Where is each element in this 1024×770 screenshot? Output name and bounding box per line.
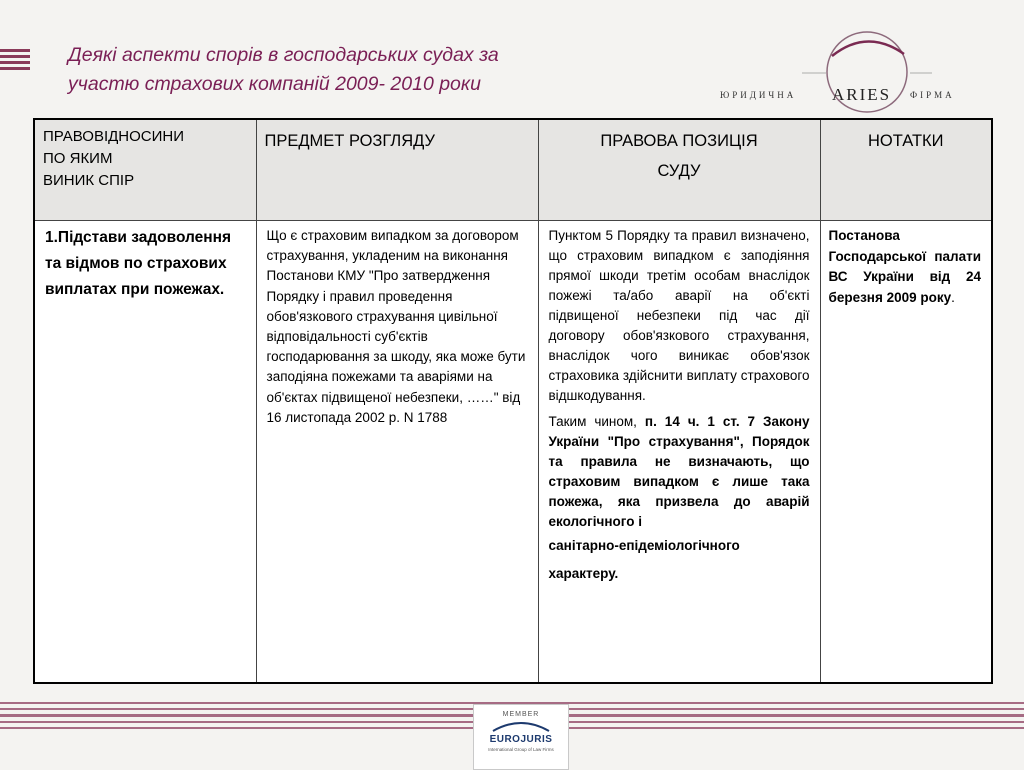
slide-title: [68, 41, 668, 99]
table-header-row: [34, 119, 992, 221]
header-court-position: [538, 119, 820, 221]
slide-title-line-1: Деякі аспекти спорів в господарських судах за: [68, 44, 499, 66]
badge-arc-icon: [491, 719, 551, 733]
header-col3-line-2: СУДУ: [657, 162, 701, 180]
eurojuris-badge: [473, 704, 569, 770]
badge-member-text: MEMBER: [502, 711, 540, 718]
badge-name-text: EUROJURIS: [489, 734, 553, 745]
disputes-table: [33, 118, 993, 684]
header-col3-line-1: ПРАВОВА ПОЗИЦІЯ: [600, 132, 758, 150]
logo-brand-text: ARIES: [832, 85, 892, 104]
header-col1-line-1: ПРАВОВІДНОСИНИ: [43, 128, 185, 145]
position-p2-bold: п. 14 ч. 1 ст. 7 Закону України "Про страхування", Порядок та правила не визначають, що страховим випадком є лише така пожежа, яка призвела до аварій екологічного і: [548, 414, 810, 529]
cell-topic: 1.Підстави задоволення та відмов по страхових виплатах при пожежах.: [34, 221, 256, 684]
cell-subject: Що є страховим випадком за договором страхування, укладеним на виконання Постанови КМУ "Про затвердження Порядку і правил проведення обов'язкового страхування цивільної відповідальності суб'єктів господарювання за шкоду, яка може бути заподіяна пожежами та аваріями на об'єктах підвищеної небезпеки, ……" від 16 листопада 2002 р. N 1788: [256, 221, 538, 684]
header-notes: [820, 119, 992, 221]
aries-logo: [714, 28, 976, 118]
header-col4-text: НОТАТКИ: [867, 132, 944, 150]
decorative-stripes: [0, 49, 30, 75]
slide-title-line-2: участю страхових компаній 2009- 2010 роки: [68, 73, 481, 95]
position-p2-tail-2: характеру.: [548, 566, 619, 581]
logo-left-text: ЮРИДИЧНА: [720, 90, 797, 100]
header-legal-relations: [34, 119, 256, 221]
notes-text: Постанова Господарської палати ВС України від 24 березня 2009 року: [828, 228, 981, 305]
position-paragraph-2: [549, 412, 810, 532]
position-p2-tail-1: санітарно-епідеміологічного: [548, 538, 740, 553]
position-paragraph-1: Пунктом 5 Порядку та правил визначено, що страховим випадком є заподіяння прямої шкоди третім особам внаслідок пожежі та/або аварії на об'єкті підвищеної небезпеки під час дії договору обов'язкового страхування, внаслідок чого виникає обов'язок страховика здійснити виплату страхового відшкодування.: [548, 228, 810, 403]
logo-right-text: ФІРМА: [910, 90, 955, 100]
table-row: [34, 221, 992, 684]
header-col1-line-3: ВИНИК СПІР: [43, 172, 135, 189]
position-p2-intro: Таким чином,: [548, 414, 645, 429]
header-col2-text: ПРЕДМЕТ РОЗГЛЯДУ: [264, 132, 435, 150]
header-subject: [256, 119, 538, 221]
notes-suffix: .: [951, 289, 955, 305]
header-col1-line-2: ПО ЯКИМ: [43, 150, 113, 167]
badge-subtitle-text: International Group of Law Firms: [488, 747, 554, 752]
cell-notes: [820, 221, 992, 684]
cell-court-position: [538, 221, 820, 684]
